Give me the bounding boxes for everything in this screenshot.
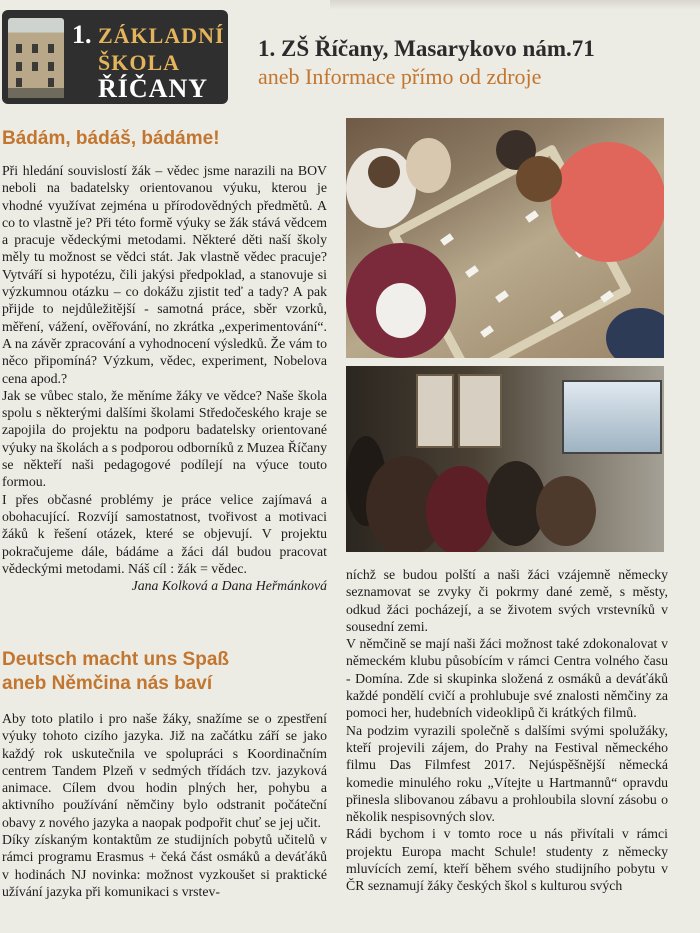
page-subtitle: aneb Informace přímo od zdroje [258, 64, 542, 89]
paragraph: Díky získaným kontaktům ze studijních pobytů učitelů v rámci programu Erasmus + čeká část osmáků a deváťáků v hodinách NJ novinka: možnost vyzkoušet si praktické užívání jazyka při komunikaci s vrstev- [2, 832, 327, 899]
logo-line-skola: ŠKOLA [98, 50, 181, 75]
film-screening-photo [346, 366, 664, 552]
heading-line: aneb Němčina nás baví [2, 673, 213, 694]
school-building-image [8, 18, 64, 98]
projection-screen [562, 380, 662, 454]
paragraph: Při hledání souvislostí žák – vědec jsme narazili na BOV neboli na badatelsky orientovanou výuku, kterou je vhodné využívat zejména u přírodovědných předmětů. A co to vlastně je? Při této formě výuky se žák stává vědcem a pracuje vědeckými metodami. Některé děti naší školy měly tu možnost se vědci stát. Jak vlastně vědec pracuje? Vytváří si hypotézu, čili jakýsi předpoklad, a stanovuje si výzkumnou otázku – co dokážu zjistit teď a tady? A pak přijde to nejdůležitější - samotná práce, sběr vzorků, měření, vážení, ověřování, no zkrátka „experimentování“. A na závěr zpracování a vyhodnocení výsledků. Že vám to něco připomíná? Výzkum, vědec, experiment, Nobelova cena apod.? [2, 163, 327, 386]
paragraph: Aby toto platilo i pro naše žáky, snažíme se o zpestření výuky tohoto cizího jazyka. Již na začátku září se jako každý rok uskutečnila ve spolupráci s Koordinačním centrem Tandem Plzeň v sedmých třídách tzv. jazyková animace. Cílem dvou hodin plných her, pohybu a aktivního používání němčiny bylo odstranit počáteční obavy z nového jazyka a naopak podpořit chuť se jej učit. [2, 711, 327, 830]
logo-line-ricany: ŘÍČANY [98, 74, 208, 103]
heading-line: Deutsch macht uns Spaß [2, 649, 229, 670]
article-heading-deutsch [2, 648, 327, 696]
paragraph: níchž se budou polští a naši žáci vzájemně německy seznamovat se zvyky či pokrmy dané země, s městy, odkud žáci pocházejí, a se životem svých vrstevníků v sousední zemi. [346, 567, 668, 634]
classroom-window [416, 374, 454, 448]
students-board-game-photo [346, 118, 664, 358]
article-signature: Jana Kolková a Dana Heřmánková [131, 578, 327, 594]
page-title: 1. ZŠ Říčany, Masarykovo nám.71 [258, 36, 595, 61]
paragraph: Jak se vůbec stalo, že měníme žáky ve vědce? Naše škola spolu s některými dalšími školami Středočeského kraje se zapojila do projektu na podporu badatelsky orientované výuky na školách a s podporou odborníků z Muzea Říčany se někteří naši pedagogové podílejí na výuce touto formou. [2, 387, 327, 490]
paragraph: I přes občasné problémy je práce velice zajímavá a obohacující. Rozvíjí samostatnost, tvořivost a motivaci žáků k řešení otázek, které se objevují. V projektu pokračujeme dále, bádáme a žáci dál budou pracovat vědeckými metodami. Náš cíl : žák = vědec. [2, 491, 327, 576]
article-body-badame [2, 162, 327, 594]
paragraph: V němčině se mají naši žáci možnost také zdokonalovat v německém klubu působícím v rámci Centra volného času - Domína. Zde si skupinka složená z osmáků a deváťáků každé pondělí cvičí a prohlubuje své znalosti němčiny za pomoci her, hudebních videoklipů či krátkých filmů. [346, 636, 668, 721]
logo-line-zakladni: ZÁKLADNÍ [98, 23, 225, 48]
logo-number: 1. [72, 20, 92, 49]
article-body-deutsch-left [2, 710, 327, 900]
article-body-deutsch-right [346, 566, 668, 895]
school-logo [2, 10, 228, 104]
paragraph: Rádi bychom i v tomto roce u nás přivítali v rámci projektu Europa macht Schule! studenty z německy mluvících zemí, kteří během svého studijního pobytu v ČR seznamují žáky českých škol s kulturou svých [346, 826, 668, 894]
paragraph: Na podzim vyrazili společně s dalšími svými spolužáky, kteří projevili zájem, do Prahy na Festival německého filmu Das Filmfest 2017. Nejúspěšnější německá komedie minulého roku „Vítejte u Hartmannů“ opravdu přinesla slibovanou zábavu a prohloubila slovní zásobu o několik nespisovných slov. [346, 722, 668, 825]
classroom-window [458, 374, 502, 448]
article-heading-badame: Bádám, bádáš, bádáme! [2, 128, 220, 149]
previous-page-edge [330, 0, 700, 10]
